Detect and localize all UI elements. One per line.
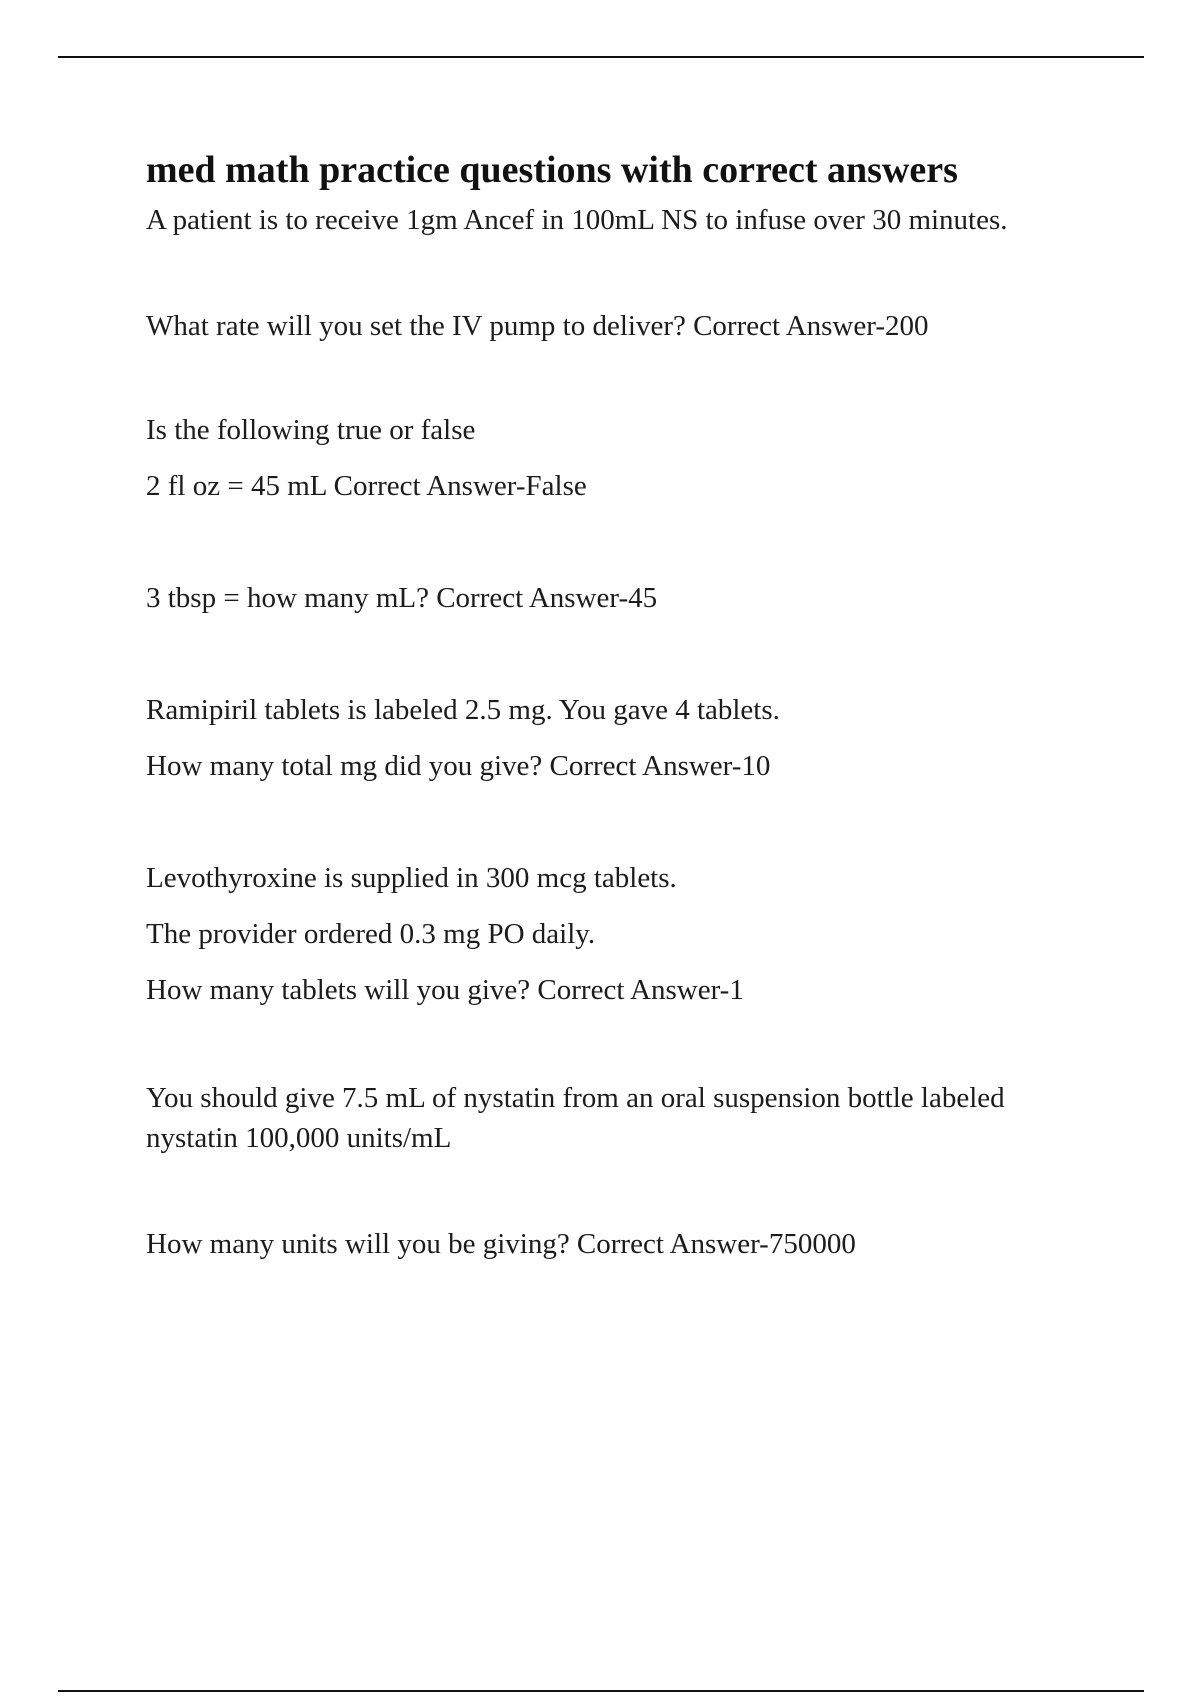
- header-rule: [58, 56, 1144, 58]
- document-body: [146, 140, 1046, 1272]
- question-5-prompt: Levothyroxine is supplied in 300 mcg tablets.: [146, 862, 677, 894]
- question-6-answer: How many units will you be giving? Correct Answer-750000: [146, 1228, 856, 1260]
- question-1-answer: What rate will you set the IV pump to deliver? Correct Answer-200: [146, 310, 929, 342]
- question-2-prompt: Is the following true or false: [146, 414, 476, 446]
- question-4-prompt: Ramipiril tablets is labeled 2.5 mg. You gave 4 tablets.: [146, 694, 780, 726]
- question-2-answer: 2 fl oz = 45 mL Correct Answer-False: [146, 470, 587, 502]
- footer-rule: [58, 1690, 1144, 1692]
- question-5-answer: How many tablets will you give? Correct Answer-1: [146, 974, 744, 1006]
- question-4-answer: How many total mg did you give? Correct Answer-10: [146, 750, 771, 782]
- question-6-prompt: You should give 7.5 mL of nystatin from an oral suspension bottle labeled nystatin 100,000 units/mL: [146, 1082, 1005, 1154]
- document-title: med math practice questions with correct answers: [146, 149, 958, 191]
- question-1-text: A patient is to receive 1gm Ancef in 100mL NS to infuse over 30 minutes.: [146, 204, 1008, 236]
- question-5-order: The provider ordered 0.3 mg PO daily.: [146, 918, 596, 950]
- question-3-answer: 3 tbsp = how many mL? Correct Answer-45: [146, 582, 658, 614]
